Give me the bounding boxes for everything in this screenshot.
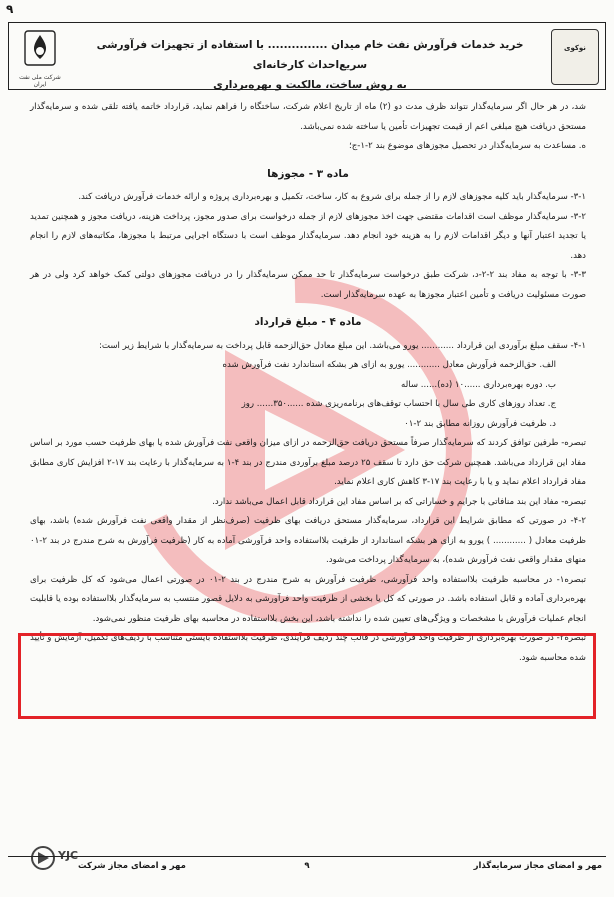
title-line-2: به روش ساخت، مالکیت و بهره‌برداری xyxy=(213,79,407,91)
paragraph-3-2: ۳-۲- سرمایه‌گذار موظف است اقدامات مقتضی جهت اخذ مجوزهای لازم از جمله درخواست برای صدور مجوز، پرداخت هزینه، دریافت مجوز و همچنین تمدید یا تجدید اعتبار آنها و دیگر اقدامات لازم را به هزینه خود انجام دهد. سرمایه‌گذار موظف است با دستگاه اجرایی مرتبط با مجوزها، مکاتبه‌های لازم را انجام دهد. xyxy=(30,211,586,261)
paragraph-3-3: ۳-۳- با توجه به مفاد بند ۲-۲-د، شرکت طبق درخواست سرمایه‌گذار تا حد ممکن سرمایه‌گذار را در دریافت مجوزهای دولتی کمک خواهد کرد ولی در هر صورت مسئولیت دریافت و تأمین اعتبار مجوزها به عهده سرمایه‌گذار است. xyxy=(30,270,586,300)
list-item-b: ب. دوره بهره‌برداری ......۱۰ (ده)...... ساله xyxy=(400,379,556,390)
heading-article-4: ماده ۴ - مبلغ قرارداد xyxy=(254,316,362,328)
paragraph-intro-1: شد، در هر حال اگر سرمایه‌گذار نتواند ظرف مدت دو (۲) ماه از تاریخ اعلام شرکت، ساختگاه را فراهم نماید، قرارداد خاتمه یافته تلقی شده و سرمایه‌گذار مستحق دریافت هیچ مبلغی اعم از قیمت تجهیزات تأمین یا ساخته شده نمی‌باشد. xyxy=(30,102,586,132)
paragraph-intro-2: ه. مساعدت به سرمایه‌گذار در تحصیل مجوزهای موضوع بند ۲-۱-ج؛ xyxy=(349,141,586,151)
logo-left-caption: شرکت ملی نفت ایران xyxy=(19,74,61,88)
yjc-logo-text: YJC xyxy=(58,849,79,862)
document-footer xyxy=(8,856,606,879)
contract-terms-list xyxy=(30,356,586,434)
paragraph-note-1: تبصره- طرفین توافق کردند که سرمایه‌گذار صرفاً مستحق دریافت حق‌الزحمه در ازای میزان واقعی نفت فرآورش شده یا بهای ظرفیت حسب مورد بر اساس مفاد این قرارداد می‌باشد. همچنین شرکت حق دارد تا سقف ۲۵ درصد مبلغ برآوردی مندرج در بند ۴-۱ به سرمایه‌گذار با رعایت بند ۱۷-۲ افزایش کاری مطابق مفاد قرارداد اعلام نماید و یا با رعایت بند ۱۷-۳ کاهش کاری اعلام نماید. xyxy=(30,438,586,487)
footer-company-signature: مهر و امضای مجاز شرکت xyxy=(78,861,186,871)
logo-right-text: نوکوی xyxy=(564,44,586,52)
paragraph-4-1: ۴-۱- سقف مبلغ برآوردی این قرارداد ............ یورو می‌باشد. این مبلغ معادل حق‌الزحمه قابل پرداخت به سرمایه‌گذار با شرایط زیر است: xyxy=(98,340,586,351)
list-item-c: ج. تعداد روزهای کاری طی سال با احتساب توقف‌های برنامه‌ریزی شده ......۳۵۰...... روز xyxy=(241,399,556,409)
footer-page-number: ۹ xyxy=(304,861,310,871)
paragraph-note-2: تبصره- مفاد این بند منافاتی با جرایم و خساراتی که بر اساس مفاد این قرارداد قابل اعمال می‌باشد ندارد. xyxy=(212,496,586,507)
heading-article-3: ماده ۳ - مجوزها xyxy=(267,167,349,180)
oil-company-logo-icon xyxy=(15,27,65,88)
list-item-d: د. ظرفیت فرآورش روزانه مطابق بند ۲-۰۱ xyxy=(404,418,556,429)
paragraph-4-2: ۴-۲- در صورتی که مطابق شرایط این قرارداد، سرمایه‌گذار مستحق دریافت بهای ظرفیت (صرف‌نظر از مقدار واقعی نفت فرآورش شده) باشد، بهای ظرفیت معادل ( ............ ) یورو به ازای هر بشکه استاندارد از ظرفیت بلااستفاده واحد فرآورشی آماده به کار (ظرفیت فرآورش به شرح مندرج در بند ۲-۰۱ منهای مقدار واقعی نفت فرآورش شده)، به سرمایه‌گذار پرداخت می‌شود. xyxy=(30,516,586,565)
list-item-a: الف. حق‌الزحمه فرآورش معادل ............ یورو به ازای هر بشکه استاندارد نفت فرآورش شده xyxy=(222,360,556,370)
paragraph-note-3: تبصره۱- در محاسبه ظرفیت بلااستفاده واحد فرآورشی، ظرفیت فرآورش به شرح مندرج در بند ۲-۰۱ در صورتی اعمال می‌شود که کل ظرفیت برای بهره‌برداری آماده و قابل استفاده باشد. در صورتی که کل یا بخشی از ظرفیت واحد فرآورشی به دلایل قصور منتسب به سرمایه‌گذار بلااستفاده بوده یا قابلیت انجام عملیات فرآورش با مشخصات و ویژگی‌های تعیین شده را نداشته باشد، این بخش بلااستفاده در محاسبه بهای ظرفیت منظور نمی‌شود. xyxy=(30,574,586,624)
document-header xyxy=(8,22,606,90)
footer-investor-signature: مهر و امضای مجاز سرمایه‌گذار xyxy=(473,861,602,871)
title-line-1: خرید خدمات فرآورش نفت خام میدان ............... با استفاده از تجهیزات فرآورشی سریع‌احداث کارخانه‌ای xyxy=(96,39,524,71)
nioc-logo-icon xyxy=(551,29,599,85)
document-title xyxy=(73,35,547,95)
paragraph-note-4: تبصره۲- در صورت بهره‌برداری از ظرفیت واحد فرآورشی در قالب چند ردیف فرآیندی، ظرفیت بلااستفاده بایستی متناسب با ردیف‌های تکمیل، آزمایش و تأیید شده محاسبه شود. xyxy=(30,633,586,663)
document-body xyxy=(30,98,586,668)
corner-page-number: ۹ xyxy=(6,2,14,16)
paragraph-3-1: ۳-۱- سرمایه‌گذار باید کلیه مجوزهای لازم را از جمله برای شروع به کار، ساخت، تکمیل و بهره‌برداری پروژه و ارائه خدمات فرآورش دریافت کند. xyxy=(78,192,586,202)
